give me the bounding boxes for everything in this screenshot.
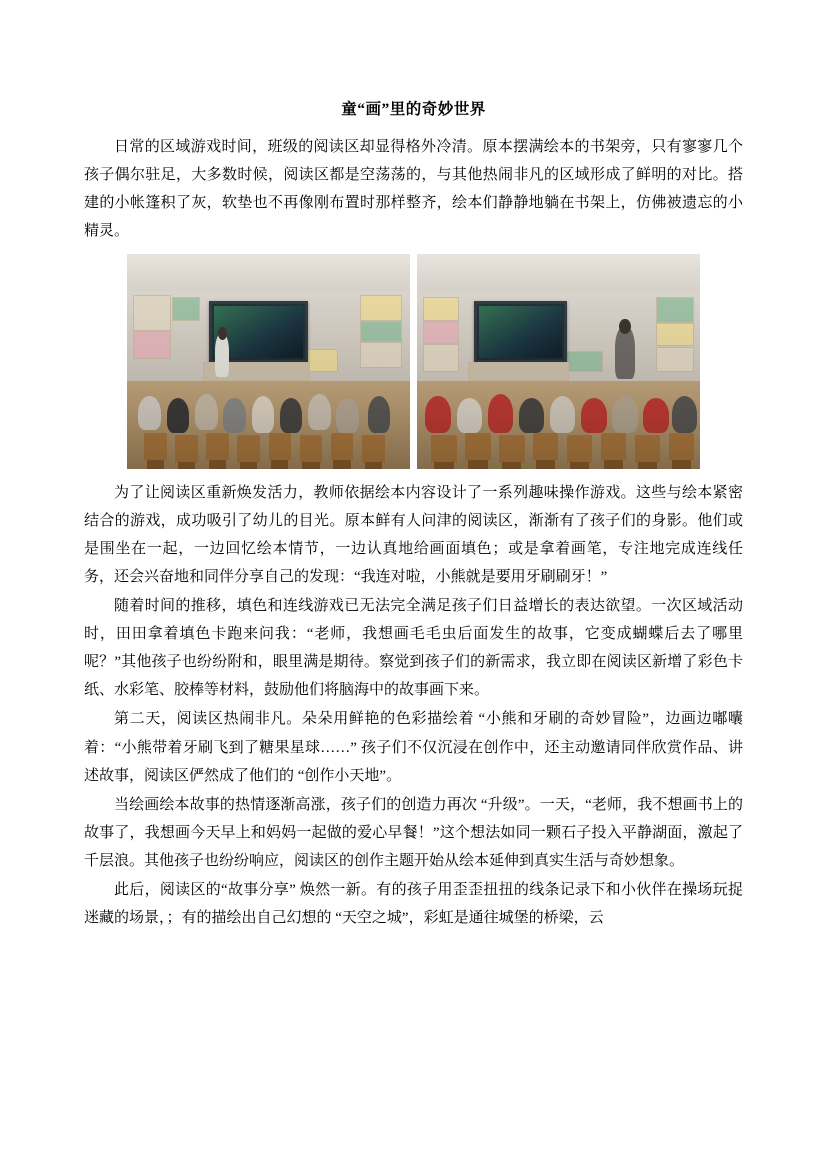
classroom-photo-left — [127, 254, 410, 469]
page-title: 童“画”里的奇妙世界 — [341, 101, 486, 118]
paragraph-6: 此后，阅读区的“故事分享” 焕然一新。有的孩子用歪歪扭扭的线条记录下和小伙伴在操场玩捉迷藏的场景，；有的描绘出自己幻想的 “天空之城”，彩虹是通往城堡的桥梁，云 — [84, 881, 743, 926]
classroom-photo-right — [417, 254, 700, 469]
paragraph-3: 随着时间的推移，填色和连线游戏已无法完全满足孩子们日益增长的表达欲望。一次区域活动时，田田拿着填色卡跑来问我：“老师，我想画毛毛虫后面发生的故事，它变成蝴蝶后去了哪里呢？”其他孩子也纷纷附和，眼里满是期待。察觉到孩子们的新需求，我立即在阅读区新增了彩色卡纸、水彩笔、胶棒等材料，鼓励他们将脑海中的故事画下来。 — [84, 598, 743, 699]
paragraph-1: 日常的区域游戏时间，班级的阅读区却显得格外冷清。原本摆满绘本的书架旁，只有寥寥几个孩子偶尔驻足，大多数时候，阅读区都是空荡荡的，与其他热闹非凡的区域形成了鲜明的对比。搭建的小帐篷积了灰，软垫也不再像刚布置时那样整齐，绘本们静静地躺在书架上，仿佛被遗忘的小精灵。 — [84, 138, 743, 240]
paragraph-5: 当绘画绘本故事的热情逐渐高涨，孩子们的创造力再次 “升级”。一天，“老师，我不想画书上的故事了，我想画今天早上和妈妈一起做的爱心早餐！”这个想法如同一颗石子投入平静湖面，激起了千层浪。其他孩子也纷纷响应，阅读区的创作主题开始从绘本延伸到真实生活与奇妙想象。 — [84, 796, 743, 869]
paragraph-4: 第二天，阅读区热闹非凡。朵朵用鲜艳的色彩描绘着 “小熊和牙刷的奇妙冒险”，边画边嘟囔着：“小熊带着牙刷飞到了糖果星球……” 孩子们不仅沉浸在创作中，还主动邀请同伴欣赏作品、讲述故事，阅读区俨然成了他们的 “创作小天地”。 — [84, 711, 743, 784]
figure-row — [84, 254, 743, 469]
paragraph-2: 为了让阅读区重新焕发活力，教师依据绘本内容设计了一系列趣味操作游戏。这些与绘本紧密结合的游戏，成功吸引了幼儿的目光。原本鲜有人问津的阅读区，渐渐有了孩子们的身影。他们或是围坐在一起，一边回忆绘本情节，一边认真地给画面填色；或是拿着画笔，专注地完成连线任务，还会兴奋地和同伴分享自己的发现：“我连对啦，小熊就是要用牙刷刷牙！” — [84, 485, 743, 586]
